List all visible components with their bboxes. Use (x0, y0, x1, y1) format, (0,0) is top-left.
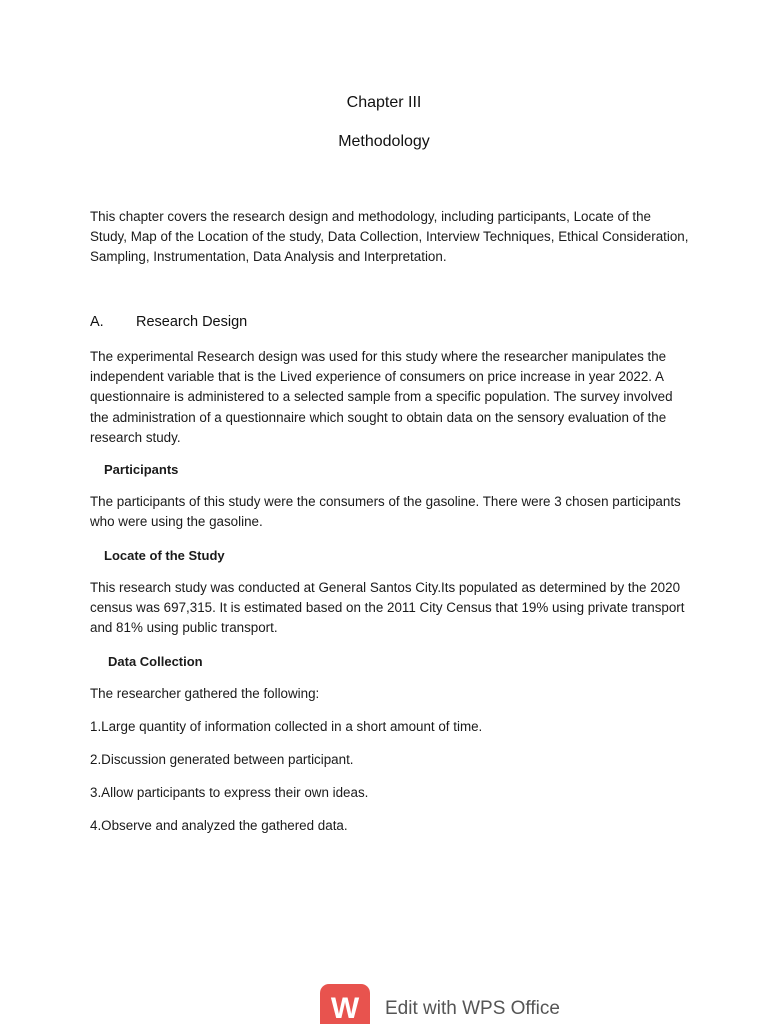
data-collection-heading: Data Collection (108, 654, 203, 669)
participants-paragraph: The participants of this study were the consumers of the gasoline. There were 3 chosen participants who were using the gasoline. (90, 494, 681, 530)
chapter-number: Chapter III (346, 94, 422, 111)
chapter-title: Methodology (338, 133, 430, 150)
participants-heading: Participants (104, 462, 179, 477)
locate-heading: Locate of the Study (104, 548, 225, 563)
list-item: 3.Allow participants to express their own ideas. (90, 785, 369, 800)
wps-logo-icon: W (320, 984, 370, 1024)
locate-paragraph: This research study was conducted at General Santos City.Its populated as determined by the 2020 census was 697,315. It is estimated based on the 2011 City Census that 19% using private transport and 81% using public transport. (90, 580, 685, 636)
section-a-title: Research Design (136, 314, 248, 330)
section-a-heading (90, 314, 247, 330)
intro-paragraph: This chapter covers the research design and methodology, including participants, Locate of the Study, Map of the Location of the study, Data Collection, Interview Techniques, Ethical Consideration, Sampling, Instrumentation, Data Analysis and Interpretation. (90, 209, 689, 265)
wps-edit-label[interactable]: Edit with WPS Office (385, 998, 560, 1019)
section-a-letter: A. (90, 314, 104, 330)
data-collection-intro: The researcher gathered the following: (90, 686, 320, 701)
list-item: 1.Large quantity of information collected in a short amount of time. (90, 719, 483, 734)
list-item: 2.Discussion generated between participant. (90, 752, 354, 767)
list-item: 4.Observe and analyzed the gathered data. (90, 818, 348, 833)
research-design-paragraph: The experimental Research design was used for this study where the researcher manipulates the independent variable that is the Lived experience of consumers on price increase in year 2022. A questionnaire is administered to a selected sample from a specific population. The survey involved the administration of a questionnaire which sought to obtain data on the sensory evaluation of the research study. (90, 349, 673, 445)
wps-watermark[interactable] (320, 984, 580, 1024)
